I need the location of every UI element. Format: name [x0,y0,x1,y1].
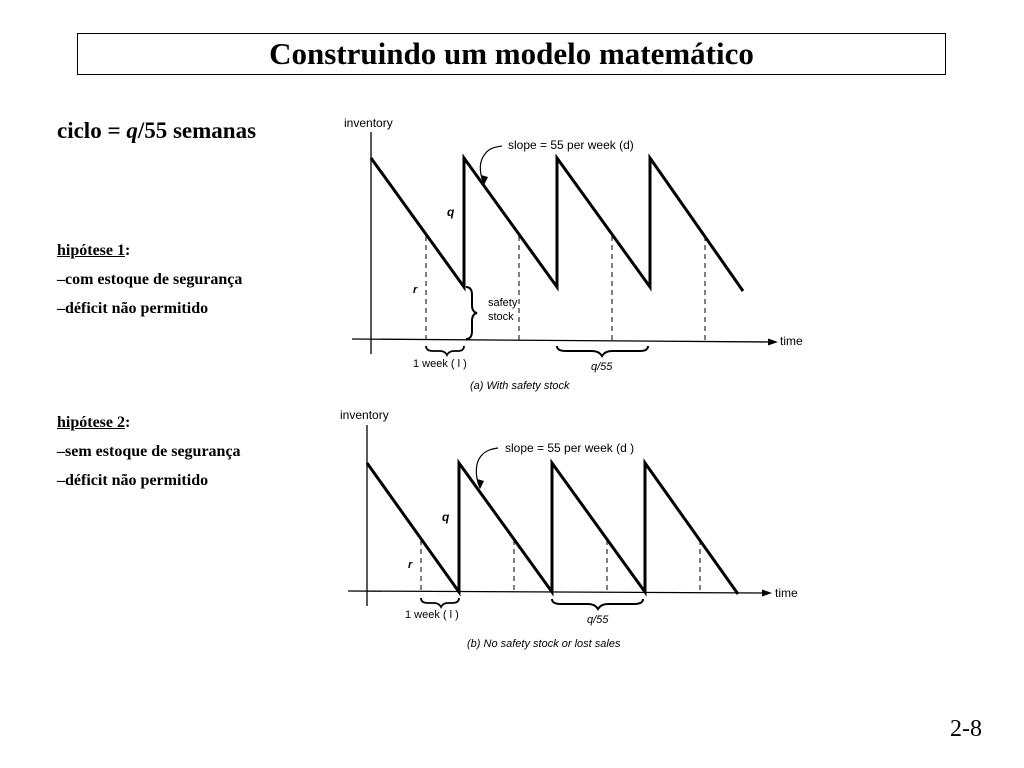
cycle-prefix: ciclo = [57,118,127,143]
cycle-brace [557,346,648,356]
hypothesis-2-title: hipótese 2 [57,414,125,431]
page-number: 2-8 [950,716,982,742]
q-label: q [447,205,455,219]
inventory-axis-label: inventory [344,116,393,130]
figure-a [344,116,803,392]
safety-stock-label: safety [488,297,518,309]
hypothesis-1-item: –com estoque de segurança [57,271,243,288]
inventory-sawtooth-line [367,463,738,594]
figure-caption: (a) With safety stock [470,380,570,392]
x-axis-arrow [768,339,778,346]
hypothesis-2-colon: : [125,414,131,431]
reorder-guides [426,236,705,342]
cycle-suffix: /55 semanas [137,118,257,143]
hypothesis-2-item: –déficit não permitido [57,472,209,489]
x-axis [352,339,772,342]
slide-title: Construindo um modelo matemático [269,36,754,71]
inventory-axis-label: inventory [340,408,389,422]
x-axis-arrow [762,590,772,597]
hypothesis-1-title: hipótese 1 [57,242,125,259]
lead-time-label: 1 week ( l ) [413,358,467,370]
slope-label: slope = 55 per week (d) [508,138,634,152]
lead-time-brace [426,346,464,355]
cycle-brace [552,599,643,609]
hypothesis-1-item: –déficit não permitido [57,300,209,317]
cycle-length-label: q/55 [587,614,609,626]
figure-caption: (b) No safety stock or lost sales [467,638,621,650]
figure-b [340,408,798,650]
r-label: r [408,559,413,571]
q-label: q [442,510,450,524]
safety-stock-brace [466,287,477,339]
reorder-guides [421,540,700,594]
time-axis-label: time [780,334,803,348]
cycle-variable: q [126,118,138,143]
r-label: r [413,284,418,296]
safety-stock-label: stock [488,311,514,323]
hypothesis-2-item: –sem estoque de segurança [57,443,241,460]
cycle-length-label: q/55 [591,361,613,373]
hypothesis-1-colon: : [125,242,131,259]
time-axis-label: time [775,586,798,600]
inventory-sawtooth-line [371,158,743,291]
x-axis [348,591,766,593]
lead-time-label: 1 week ( l ) [405,609,459,621]
lead-time-brace [421,598,459,607]
slope-label: slope = 55 per week (d ) [505,441,635,455]
